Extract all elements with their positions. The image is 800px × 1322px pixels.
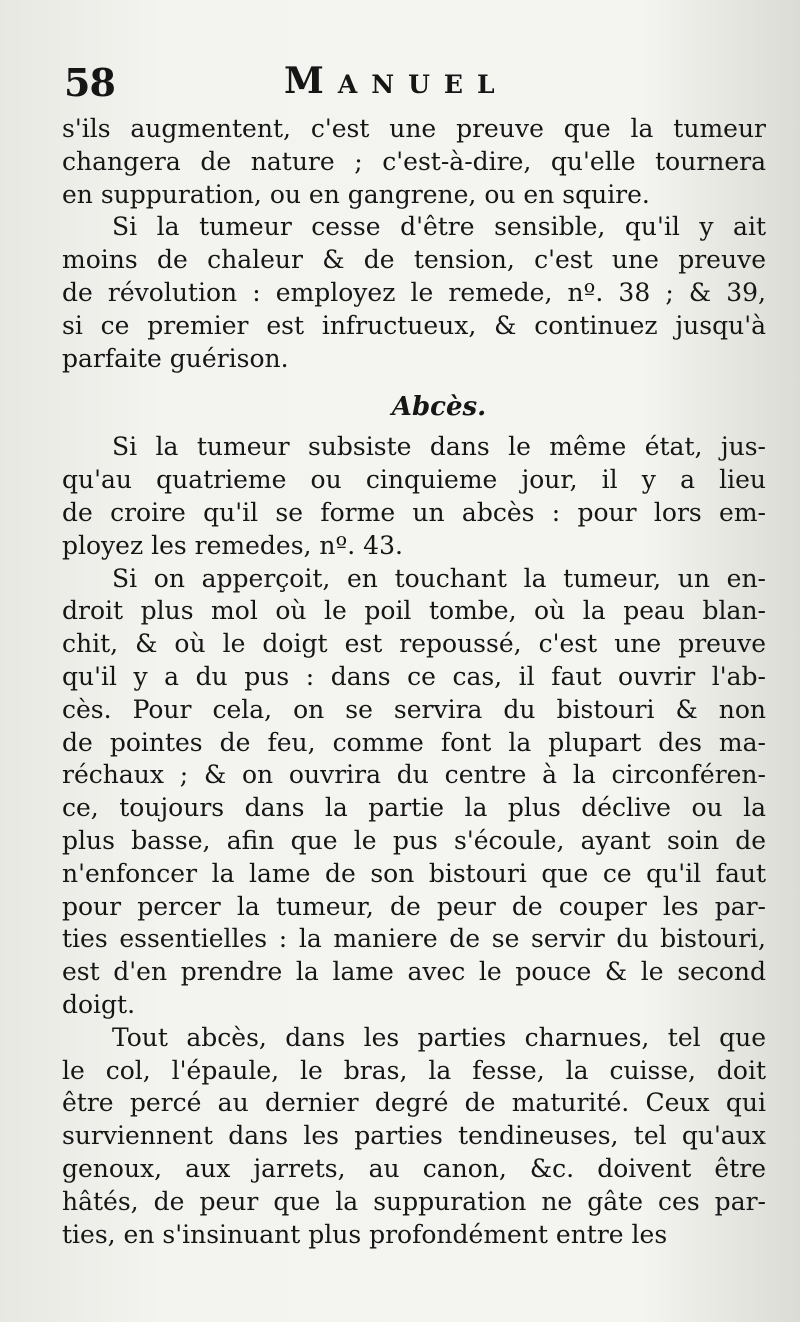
text-line: droit plus mol où le poil tombe, où la peau blan- bbox=[62, 596, 766, 626]
text-line: être percé au dernier degré de maturité. Ceux qui bbox=[62, 1088, 766, 1118]
text-line: cès. Pour cela, on se servira du bistouri & non bbox=[62, 694, 766, 724]
text-line: si ce premier est infructueux, & continuez jusqu'à bbox=[62, 310, 766, 340]
text-line: en suppuration, ou en gangrene, ou en squire. bbox=[62, 179, 650, 209]
paragraph bbox=[62, 1022, 766, 1252]
text-line: de révolution : employez le remede, nº. 38 ; & 39, bbox=[62, 277, 766, 307]
text-line: changera de nature ; c'est-à-dire, qu'elle tournera bbox=[62, 146, 766, 176]
text-before-heading bbox=[62, 113, 766, 375]
text-line: Si on apperçoit, en touchant la tumeur, un en- bbox=[112, 563, 766, 593]
text-line: ties, en s'insinuant plus profondément entre les bbox=[62, 1219, 668, 1249]
text-line: le col, l'épaule, le bras, la fesse, la cuisse, doit bbox=[62, 1055, 766, 1085]
text-line: parfaite guérison. bbox=[62, 343, 289, 373]
page-number: 58 bbox=[64, 60, 115, 105]
paragraph bbox=[62, 113, 766, 211]
body-text bbox=[62, 113, 766, 1251]
text-after-heading bbox=[62, 431, 766, 1251]
page-header bbox=[64, 58, 764, 108]
text-line: Si la tumeur cesse d'être sensible, qu'il y ait bbox=[112, 212, 766, 242]
text-line: ce, toujours dans la partie la plus déclive ou la bbox=[62, 793, 766, 823]
text-line: doigt. bbox=[62, 989, 136, 1019]
text-line: n'enfoncer la lame de son bistouri que ce qu'il faut bbox=[62, 858, 766, 888]
text-line: de croire qu'il se forme un abcès : pour lors em- bbox=[62, 497, 766, 527]
text-line: qu'il y a du pus : dans ce cas, il faut ouvrir l'ab- bbox=[62, 661, 766, 691]
paragraph bbox=[62, 431, 766, 562]
text-line: qu'au quatrieme ou cinquieme jour, il y a lieu bbox=[62, 465, 766, 495]
text-line: ployez les remedes, nº. 43. bbox=[62, 530, 403, 560]
text-line: surviennent dans les parties tendineuses, tel qu'aux bbox=[62, 1121, 766, 1151]
paragraph bbox=[62, 211, 766, 375]
text-line: pour percer la tumeur, de peur de couper les par- bbox=[62, 891, 766, 921]
text-line: plus basse, afin que le pus s'écoule, ayant soin de bbox=[62, 825, 766, 855]
section-heading: Abcès. bbox=[391, 392, 487, 423]
text-line: ties essentielles : la maniere de se servir du bistouri, bbox=[62, 924, 766, 954]
text-line: Tout abcès, dans les parties charnues, tel que bbox=[112, 1022, 766, 1052]
text-line: réchaux ; & on ouvrira du centre à la circonféren- bbox=[62, 760, 766, 790]
text-line: s'ils augmentent, c'est une preuve que la tumeur bbox=[62, 114, 766, 143]
text-line: est d'en prendre la lame avec le pouce & le second bbox=[62, 957, 766, 987]
text-line: de pointes de feu, comme font la plupart des ma- bbox=[62, 727, 766, 757]
running-title: Manuel bbox=[284, 60, 509, 102]
text-line: genoux, aux jarrets, au canon, &c. doivent être bbox=[62, 1153, 766, 1183]
text-line: hâtés, de peur que la suppuration ne gâte ces par- bbox=[62, 1186, 766, 1216]
text-line: moins de chaleur & de tension, c'est une preuve bbox=[62, 245, 766, 275]
text-line: chit, & où le doigt est repoussé, c'est une preuve bbox=[62, 629, 766, 659]
text-line: Si la tumeur subsiste dans le même état, jus- bbox=[112, 432, 766, 462]
paragraph bbox=[62, 563, 766, 1022]
